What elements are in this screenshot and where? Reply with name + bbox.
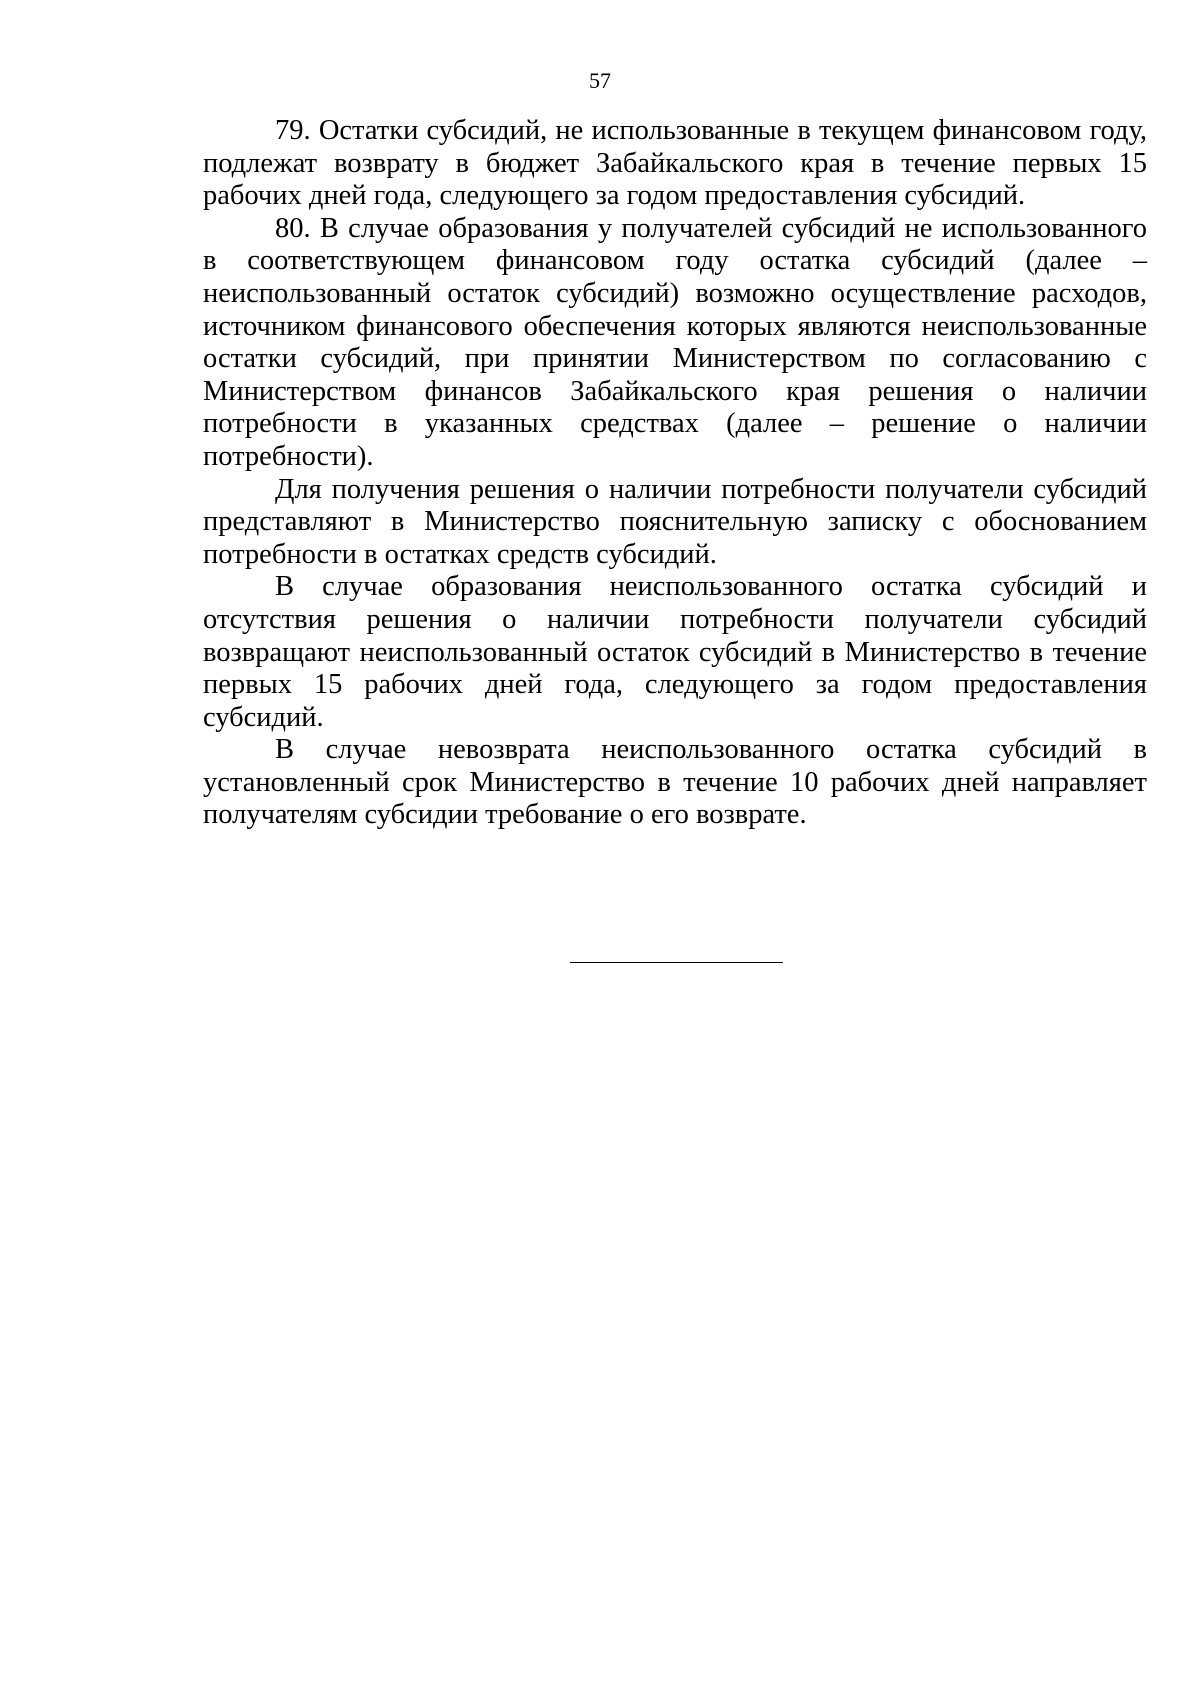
paragraph-non-return: В случае невозврата неиспользованного остатка субсидий в установленный срок Министерство в течение 10 рабочих дней направляет получателям субсидии требование о его возврате.: [203, 734, 1147, 831]
paragraph-return-procedure: В случае образования неиспользованного остатка субсидий и отсутствия решения о наличии потребности получатели субсидий возвращают неиспользованный остаток субсидий в Министерство в течение первых 15 рабочих дней года, следующего за годом предоставления субсидий.: [203, 571, 1147, 733]
end-of-document-rule: [570, 962, 783, 963]
paragraph-request-procedure: Для получения решения о наличии потребности получатели субсидий представляют в Министерство пояснительную записку с обоснованием потребности в остатках средств субсидий.: [203, 473, 1147, 570]
document-body: [203, 115, 1147, 832]
paragraph-79: 79. Остатки субсидий, не использованные в текущем финансовом году, подлежат возврату в бюджет Забайкальского края в течение первых 15 рабочих дней года, следующего за годом предоставления субсидий.: [203, 115, 1147, 212]
page-number: 57: [589, 68, 611, 93]
paragraph-80: 80. В случае образования у получателей субсидий не использованного в соответствующем финансовом году остатка субсидий (далее – неиспользованный остаток субсидий) возможно осуществление расходов, источником финансового обеспечения которых являются неиспользованные остатки субсидий, при принятии Министерством по согласованию с Министерством финансов Забайкальского края решения о наличии потребности в указанных средствах (далее – решение о наличии потребности).: [203, 212, 1147, 472]
